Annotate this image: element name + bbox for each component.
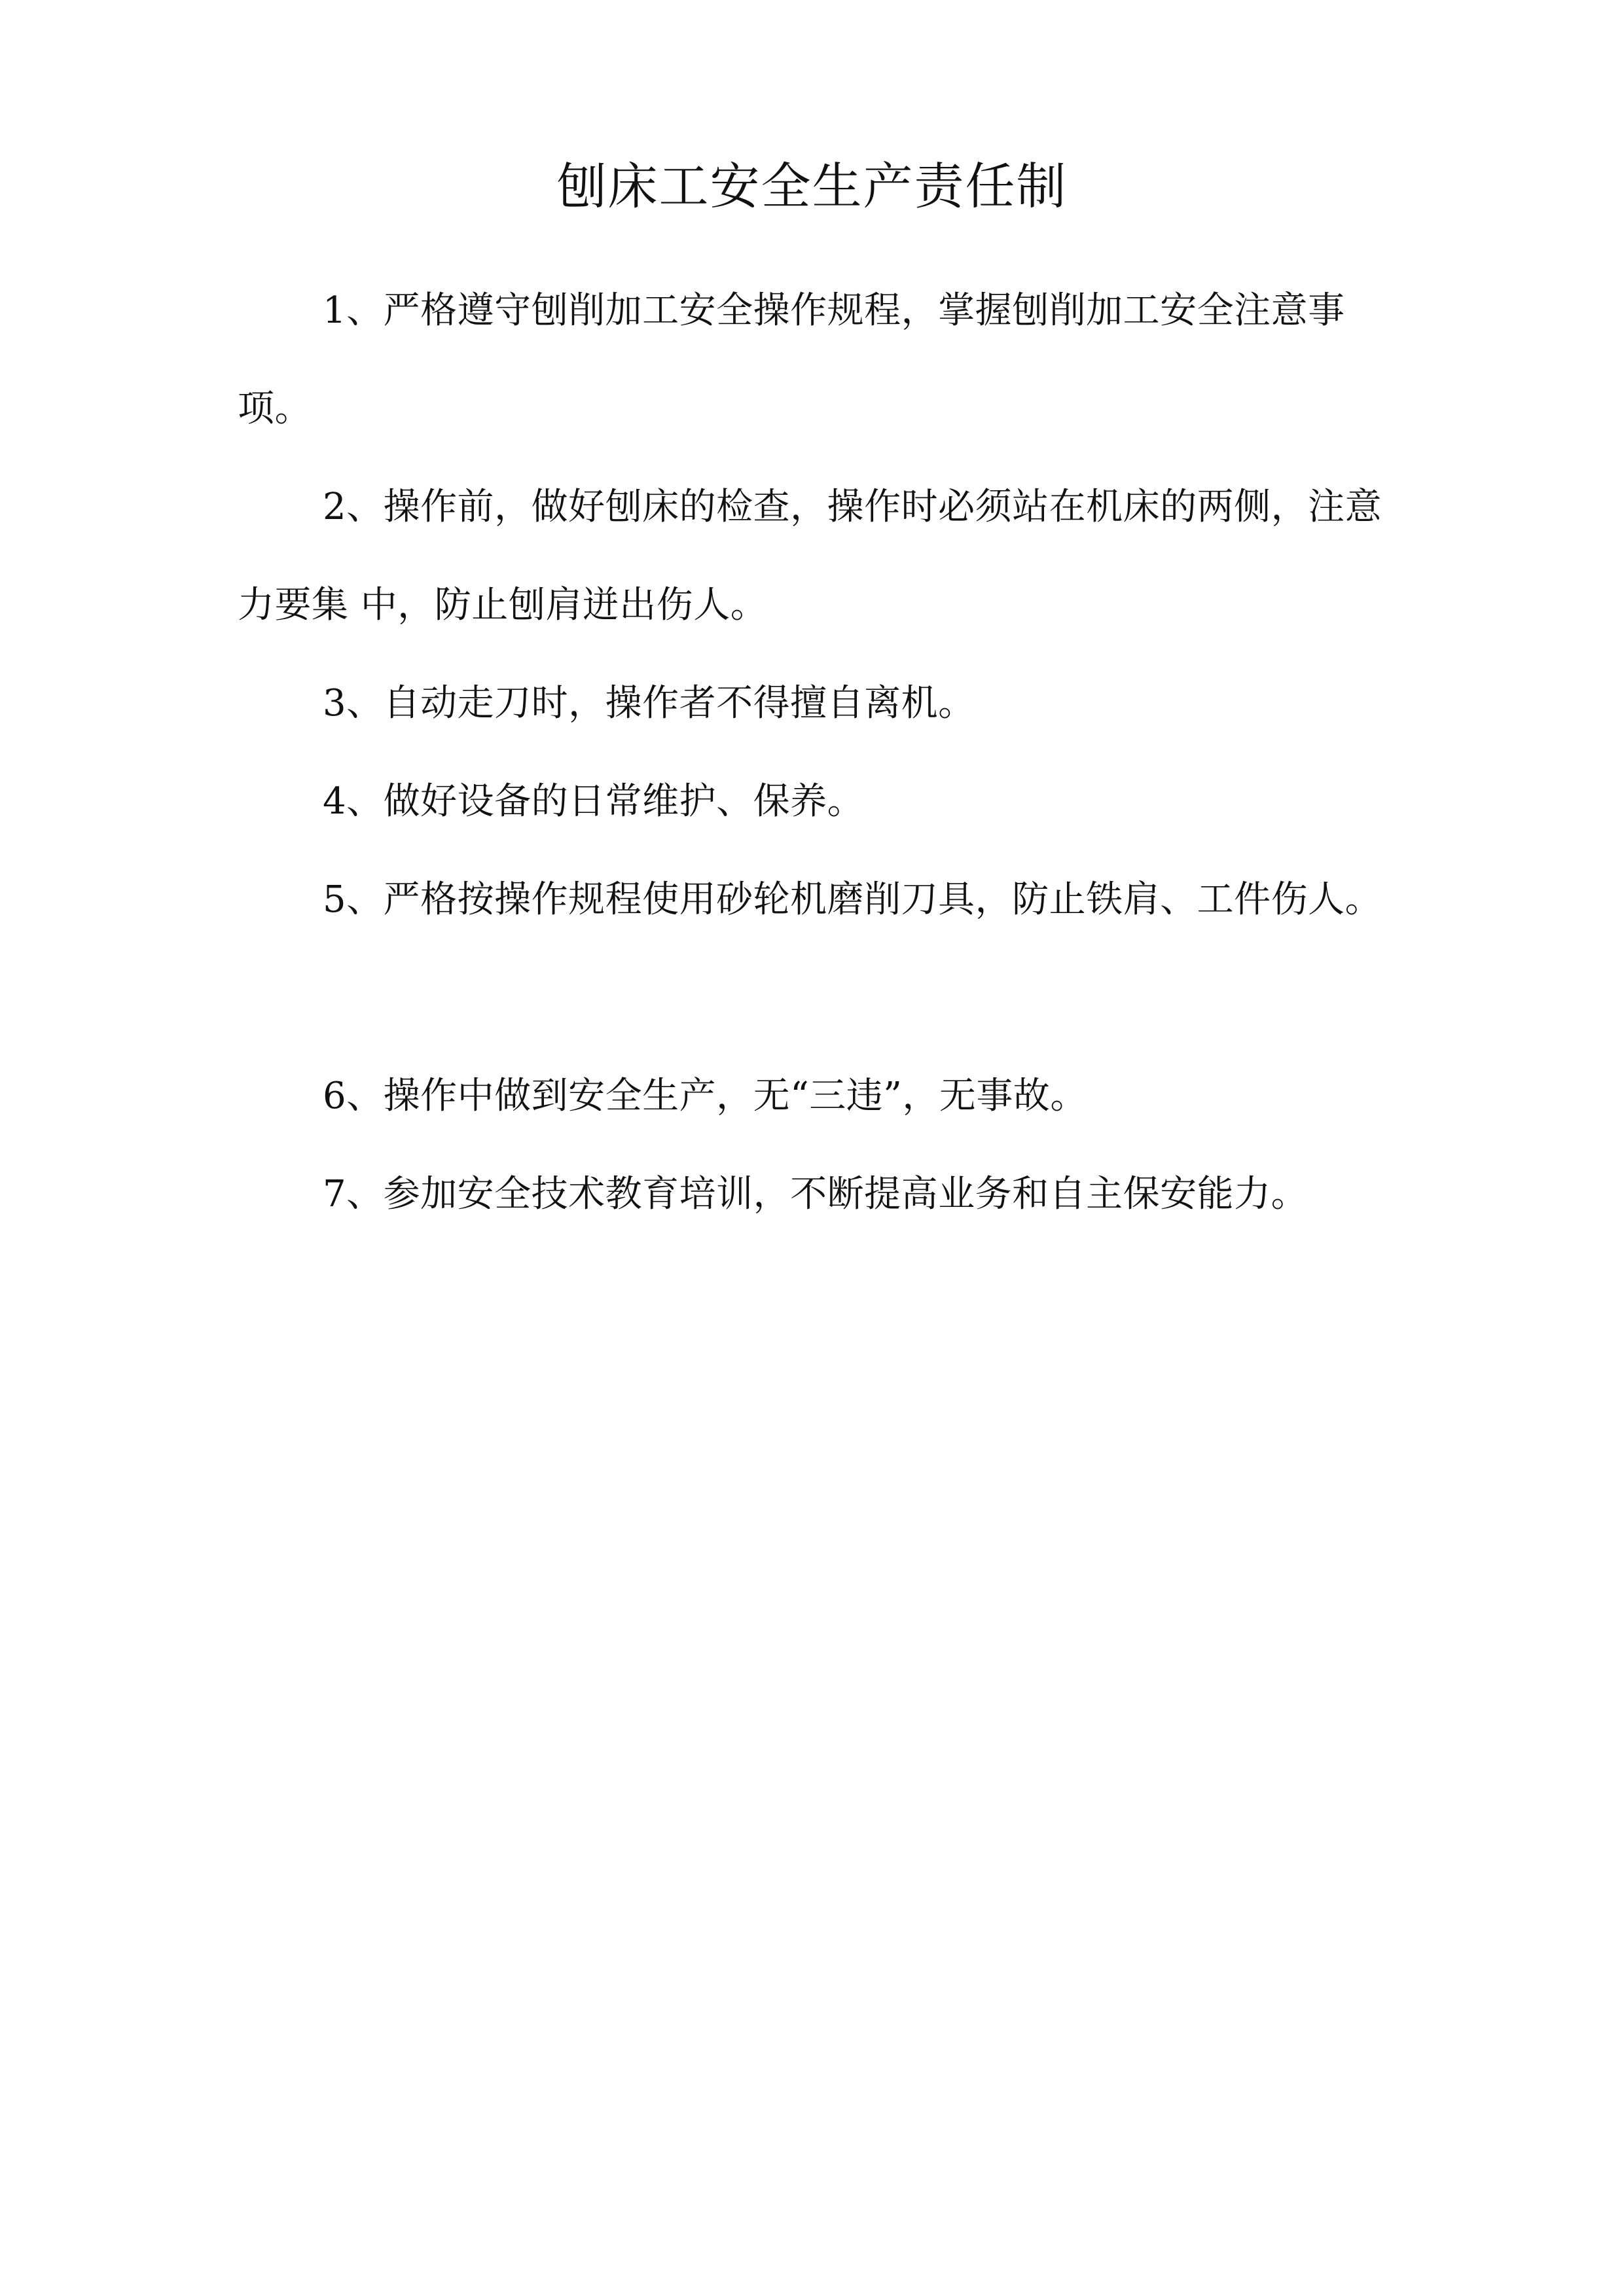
clause-7: 7、参加安全技术教育培训，不断提高业务和自主保安能力。 <box>323 1173 1308 1215</box>
clause-3: 3、自动走刀时，操作者不得擅自离机。 <box>323 682 975 725</box>
clause-6: 6、操作中做到安全生产，无“三违”，无事故。 <box>323 1075 1087 1117</box>
clause-4: 4、做好设备的日常维护、保养。 <box>323 780 865 823</box>
clause-1: 1、严格遵守刨削加工安全操作规程，掌握刨削加工安全注意事项。 <box>238 289 1345 430</box>
clause-5: 5、严格按操作规程使用砂轮机磨削刀具，防止铁肩、工件伤人。 <box>323 878 1382 921</box>
page-title: 刨床工安全生产责任制 <box>556 157 1068 215</box>
clause-2: 2、操作前，做好刨床的检查，操作时必须站在机床的两侧，注意力要集 中，防止刨肩迸出伤人。 <box>238 486 1382 626</box>
